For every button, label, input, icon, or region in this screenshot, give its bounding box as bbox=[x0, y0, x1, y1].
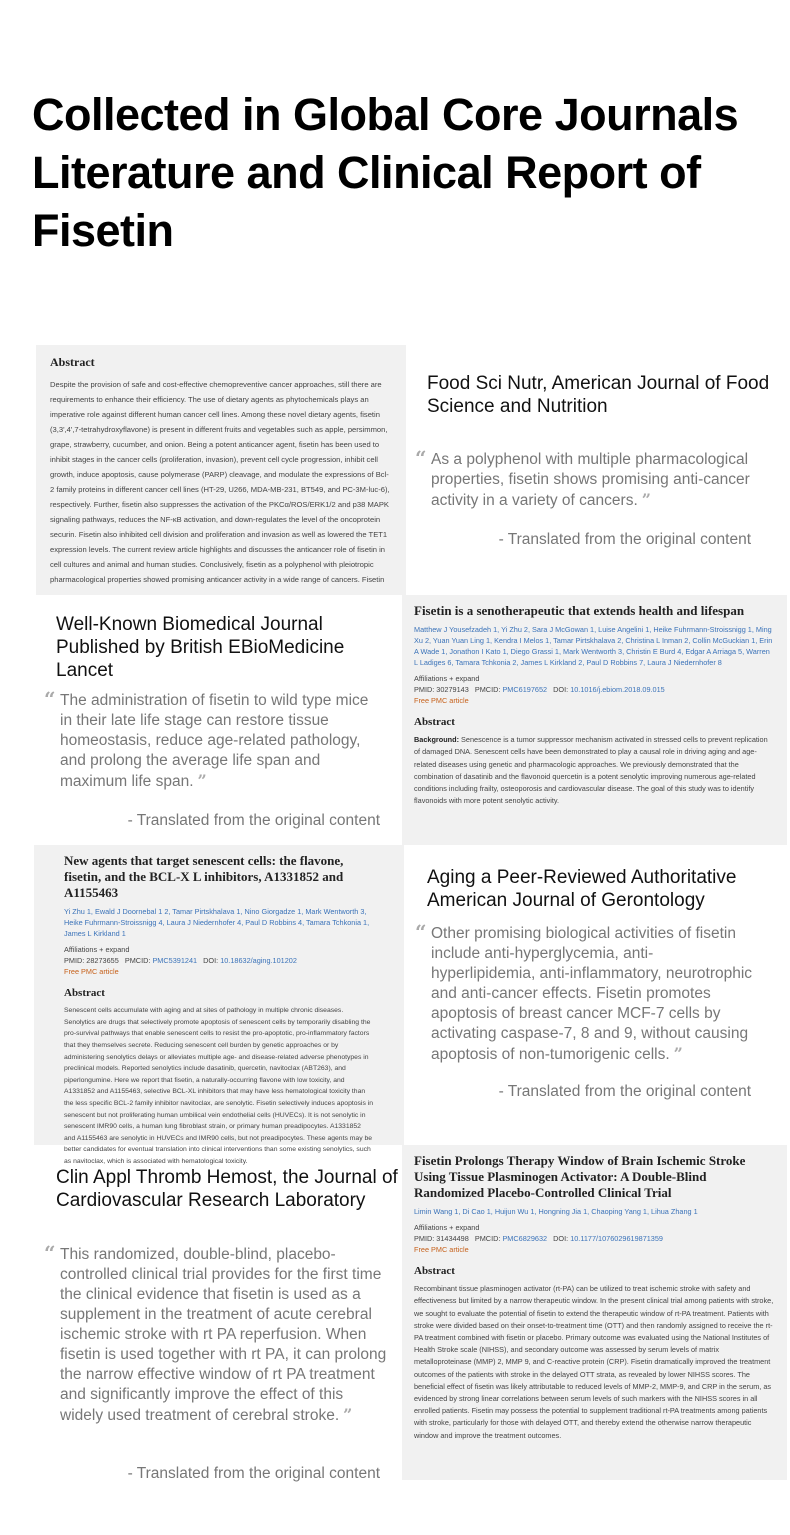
article-ids bbox=[414, 1233, 775, 1244]
pmcid-label: PMCID: bbox=[474, 685, 501, 694]
close-quote-icon: ” bbox=[197, 771, 207, 790]
doi-label: DOI: bbox=[553, 1234, 569, 1243]
background-label: Background: bbox=[414, 735, 459, 745]
translated-note: - Translated from the original content bbox=[498, 1083, 751, 1100]
affiliations-toggle[interactable]: Affiliations + expand bbox=[414, 1223, 480, 1232]
free-pmc-link[interactable]: Free PMC article bbox=[64, 967, 119, 976]
journal-quote bbox=[44, 687, 384, 792]
pmcid-label: PMCID: bbox=[124, 956, 151, 965]
journal-quote bbox=[415, 446, 760, 511]
close-quote-icon: ” bbox=[673, 1044, 683, 1063]
open-quote-icon: “ bbox=[44, 687, 56, 711]
doi-link[interactable]: 10.1177/1076029619871359 bbox=[570, 1234, 663, 1243]
abstract-text: Senescent cells accumulate with aging and at sites of pathology in multiple chronic diseases. Senolytics are drugs that selectively promote apoptosis of senescent cells by temporarily disabling the pro-survival pathways that enable senescent cells to resist the pro-apoptotic, pro-inflammatory factors that they themselves secrete. Reducing senescent cell burden by genetic approaches or by administering senolytics delays or alleviates multiple age- and disease-related adverse phenotypes in preclinical models. Reported senolytics include dasatinib, quercetin, navitoclax (ABT263), and piperlongumine. Here we report that fisetin, a naturally-occurring flavone with low toxicity, and A1331852 and A1155463, selective BCL-XL inhibitors that may have less hematological toxicity than the less specific BCL-2 family inhibitor navitoclax, are senolytic. Fisetin selectively induces apoptosis in senescent but not proliferating human umbilical vein endothelial cells (HUVECs). It is not senolytic in senescent IMR90 cells, a human lung fibroblast strain, or primary human preadipocytes. A1331852 and A1155463 are senolytic in HUVECs and IMR90 cells, but not preadipocytes. These agents may be better candidates for eventual translation into clinical interventions than some existing senolytics, such as navitoclax, which is associated with hematological toxicity. bbox=[64, 1007, 374, 1165]
article-title: Fisetin Prolongs Therapy Window of Brain Ischemic Stroke Using Tissue Plasminogen Activator: A Double-Blind Randomized Placebo-Controlled Clinical Trial bbox=[414, 1153, 746, 1200]
article-ids bbox=[64, 955, 374, 966]
free-pmc-link[interactable]: Free PMC article bbox=[414, 1245, 469, 1254]
doi-label: DOI: bbox=[553, 685, 569, 694]
pmid: PMID: 30279143 bbox=[414, 685, 469, 694]
doi-link[interactable]: 10.1016/j.ebiom.2018.09.015 bbox=[570, 685, 665, 694]
abstract-heading: Abstract bbox=[414, 1265, 455, 1277]
free-pmc-link[interactable]: Free PMC article bbox=[414, 696, 469, 705]
author-list[interactable]: Yi Zhu 1, Ewald J Doornebal 1 2, Tamar Pirtskhalava 1, Nino Giorgadze 1, Mark Wentworth 3, Heike Fuhrmann-Stroissnigg 4, Laura J Niedernhofer 4, Paul D Robbins 4, Tamara Tchkonia 1, James L Kirkland 1 bbox=[64, 907, 370, 938]
journal-quote bbox=[415, 920, 755, 1065]
page-title: Collected in Global Core Journals Literature and Clinical Report of Fisetin bbox=[32, 89, 739, 256]
doi-label: DOI: bbox=[203, 956, 219, 965]
open-quote-icon: “ bbox=[44, 1241, 56, 1265]
abstract-heading: Abstract bbox=[414, 716, 455, 728]
open-quote-icon: “ bbox=[415, 920, 427, 944]
pmcid-link[interactable]: PMC6197652 bbox=[502, 685, 548, 694]
journal-heading: Clin Appl Thromb Hemost, the Journal of Cardiovascular Research Laboratory bbox=[56, 1167, 398, 1211]
pmid: PMID: 31434498 bbox=[414, 1234, 469, 1243]
pmid: PMID: 28273655 bbox=[64, 956, 119, 965]
journal-heading: Well-Known Biomedical Journal Published by British EBioMedicine Lancet bbox=[56, 614, 345, 681]
article-panel-ebiomedicine bbox=[402, 595, 787, 845]
journal-quote bbox=[44, 1241, 389, 1426]
abstract-body: Senescence is a tumor suppressor mechanism activated in stressed cells to prevent replication of damaged DNA. Senescent cells have been demonstrated to play a causal role in driving aging and age-related diseases using genetic and pharmacologic approaches. We previously demonstrated that the combination of dasatinib and the flavonoid quercetin is a potent senolytic improving numerous age-related conditions including frailty, osteoporosis and cardiovascular disease. The goal of this study was to identify flavonoids with more potent senolytic activity. bbox=[414, 735, 768, 806]
close-quote-icon: ” bbox=[343, 1405, 353, 1424]
abstract-panel-food-sci bbox=[36, 345, 406, 595]
pmcid-link[interactable]: PMC6829632 bbox=[502, 1234, 548, 1243]
quote-text: The administration of fisetin to wild type mice in their late life stage can restore tissue homeostasis, reduce age-related pathology, and prolong the average life span and maximum life span. bbox=[60, 692, 369, 790]
open-quote-icon: “ bbox=[415, 446, 427, 470]
article-title: New agents that target senescent cells: the flavone, fisetin, and the BCL-X L inhibitors, A1331852 and A1155463 bbox=[64, 853, 344, 900]
doi-link[interactable]: 10.18632/aging.101202 bbox=[220, 956, 297, 965]
article-panel-aging bbox=[34, 845, 404, 1165]
abstract-text: Despite the provision of safe and cost-effective chemopreventive cancer approaches, still there are requirements to enhance their efficiency. The use of dietary agents as phytochemicals plays an imperative role against different human cancer cell lines. Among these novel dietary agents, fisetin (3,3',4',7-tetrahydroxyflavone) is present in different fruits and vegetables such as apple, persimmon, grape, strawberry, cucumber, and onion. Being a potent anticancer agent, fisetin has been used to inhibit stages in the cancer cells (proliferation, invasion), prevent cell cycle progression, inhibit cell growth, induce apoptosis, cause polymerase (PARP) cleavage, and modulate the expressions of Bcl-2 family proteins in different cancer cell lines (HT-29, U266, MDA-MB-231, BT549, and PC-3M-luc-6), respectively. Further, fisetin also suppresses the activation of the PKCα/ROS/ERK1/2 and p38 MAPK signaling pathways, reduces the NF-κB activation, and down-regulates the level of the oncoprotein securin. Fisetin also inhibited cell division and proliferation and invasion as well as lowered the TET1 expression levels. The current review article highlights and discusses the anticancer role of fisetin in cell cultures and animal and human studies. Conclusively, fisetin as a polyphenol with pleiotropic pharmacological properties showed promising anticancer activity in a wide range of cancers. Fisetin bbox=[50, 380, 390, 584]
article-panel-clin-appl bbox=[402, 1145, 787, 1480]
translated-note: - Translated from the original content bbox=[127, 812, 380, 829]
author-list[interactable]: Matthew J Yousefzadeh 1, Yi Zhu 2, Sara J McGowan 1, Luise Angelini 1, Heike Fuhrmann-Stroissnigg 1, Ming Xu 2, Yuan Yuan Ling 1, Kendra I Melos 1, Tamar Pirtskhalava 2, Christina L Inman 2, Collin McGuckian 1, Erin A Wade 1, Jonathon I Kato 1, Diego Grassi 1, Mark Wentworth 3, Christin E Burd 4, Edgar A Arriaga 5, Warren L Ladiges 6, Tamara Tchkonia 2, James L Kirkland 2, Paul D Robbins 7, Laura J Niedernhofer 8 bbox=[414, 625, 773, 667]
abstract-text bbox=[414, 734, 775, 807]
article-title: Fisetin is a senotherapeutic that extends health and lifespan bbox=[414, 603, 745, 618]
close-quote-icon: ” bbox=[641, 490, 651, 509]
journal-heading: Aging a Peer-Reviewed Authoritative American Journal of Gerontology bbox=[427, 867, 737, 911]
abstract-text: Recombinant tissue plasminogen activator (rt-PA) can be utilized to treat ischemic stroke with safety and effectiveness but limited by a narrow therapeutic window. In the present clinical trial among patients with stroke, we sought to evaluate the potential of fisetin to extend the therapeutic window of rt-PA treatment. Patients with stroke were divided based on their onset-to-treatment time (OTT) and then randomly assigned to receive the rt-PA treatment combined with fisetin or placebo. Primary outcome was evaluated using the National Institutes of Health Stroke scale (NIHSS), and secondary outcome was assessed by serum levels of matrix metalloproteinase (MMP) 2, MMP 9, and C-reactive protein (CRP). Fisetin dramatically improved the treatment outcomes of the patients with stroke in the delayed OTT strata, as revealed by lower NIHSS scores. The beneficial effect of fisetin was likely attributable to reduced levels of MMP-2, MMP-9, and CRP in the serum, as evidenced by strong linear correlations between serum levels of such markers with the NIHSS scores in all enrolled patients. Fisetin may possess the potential to supplement traditional rt-PA treatments among patients with stroke, particularly for those with delayed OTT, and thereby extend the otherwise narrow therapeutic window and improve the treatment outcomes. bbox=[414, 1284, 774, 1440]
affiliations-toggle[interactable]: Affiliations + expand bbox=[414, 674, 480, 683]
pmcid-link[interactable]: PMC5391241 bbox=[152, 956, 198, 965]
article-ids bbox=[414, 684, 775, 695]
translated-note: - Translated from the original content bbox=[127, 1465, 380, 1482]
quote-text: This randomized, double-blind, placebo-controlled clinical trial provides for the first time the clinical evidence that fisetin is used as a supplement in the treatment of acute cerebral ischemic stroke with rt PA reperfusion. When fisetin is used together with rt PA, it can prolong the narrow effective window of rt PA treatment and significantly improve the effect of this widely used treatment of cerebral stroke. bbox=[60, 1246, 387, 1424]
translated-note: - Translated from the original content bbox=[498, 531, 751, 548]
journal-heading: Food Sci Nutr, American Journal of Food Science and Nutrition bbox=[427, 373, 770, 417]
abstract-heading: Abstract bbox=[64, 987, 105, 999]
quote-text: As a polyphenol with multiple pharmacological properties, fisetin shows promising anti-cancer activity in a variety of cancers. bbox=[431, 451, 750, 509]
abstract-heading: Abstract bbox=[50, 355, 95, 369]
pmcid-label: PMCID: bbox=[474, 1234, 501, 1243]
author-list[interactable]: Limin Wang 1, Di Cao 1, Huijun Wu 1, Hongning Jia 1, Chaoping Yang 1, Lihua Zhang 1 bbox=[414, 1207, 698, 1216]
quote-text: Other promising biological activities of fisetin include anti-hyperglycemia, anti-hyperlipidemia, anti-inflammatory, neurotrophic and anti-cancer effects. Fisetin promotes apoptosis of breast cancer MCF-7 cells by activating caspase-7, 8 and 9, without causing apoptosis of non-tumorigenic cells. bbox=[431, 925, 753, 1063]
affiliations-toggle[interactable]: Affiliations + expand bbox=[64, 945, 130, 954]
